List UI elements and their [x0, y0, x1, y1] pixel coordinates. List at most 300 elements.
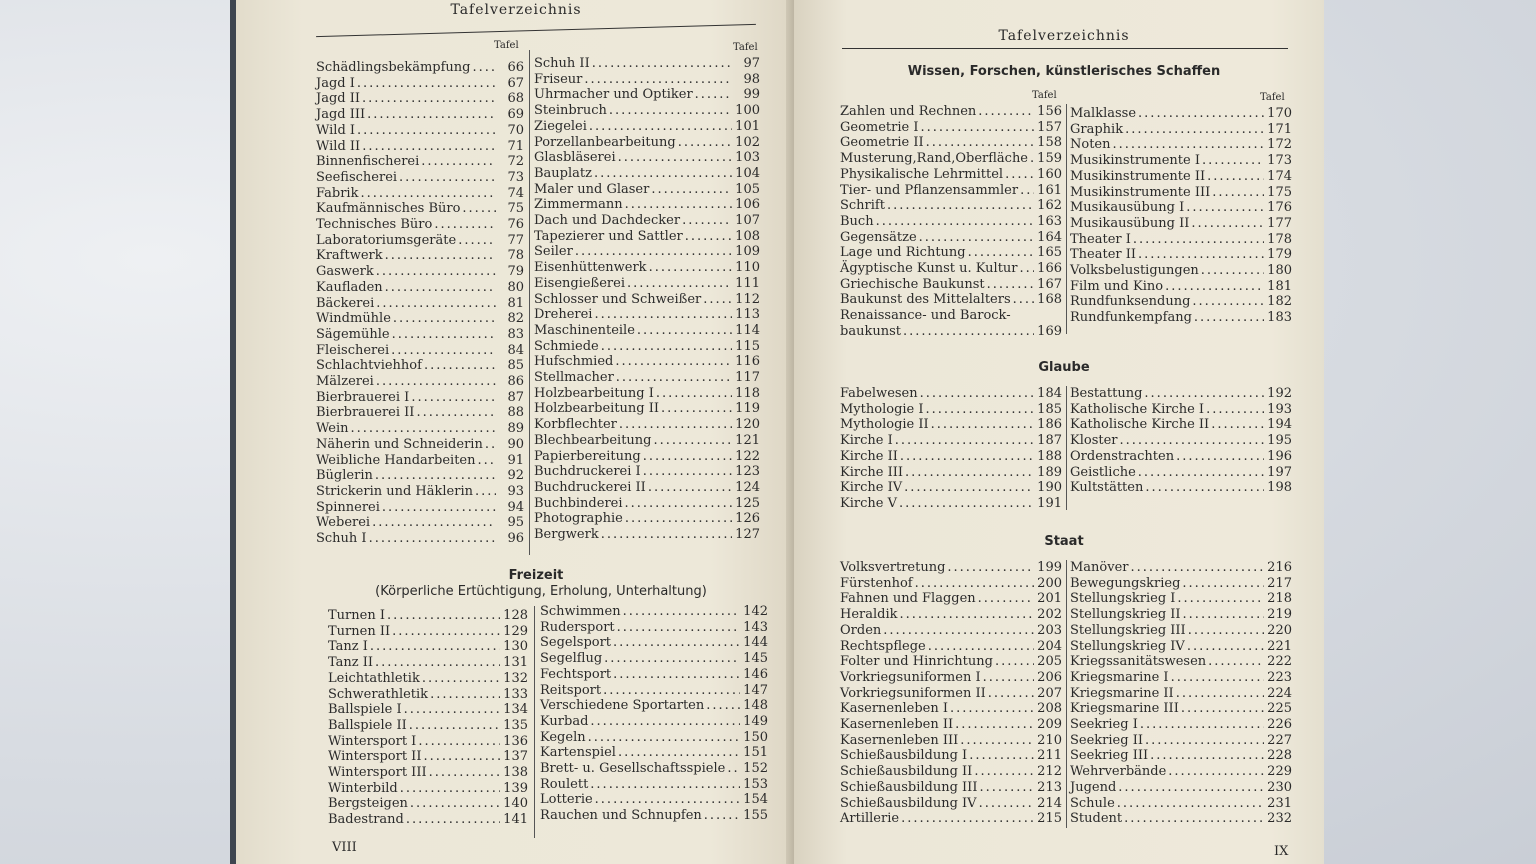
entry-plate-number: 198	[1267, 480, 1292, 496]
index-entry	[1070, 465, 1292, 481]
entry-plate-number: 178	[1267, 231, 1292, 247]
leader-dots	[876, 214, 1034, 230]
index-entry	[1070, 576, 1292, 592]
leader-dots	[616, 370, 732, 386]
entry-label: Vorkriegsuniformen II	[840, 685, 986, 701]
entry-plate-number: 153	[743, 776, 768, 792]
index-entry	[534, 527, 760, 543]
leader-dots	[995, 654, 1034, 670]
index-entry	[1070, 701, 1292, 717]
index-entry	[316, 201, 524, 217]
leader-dots	[1138, 465, 1264, 481]
entry-label: Mythologie I	[840, 401, 924, 417]
entry-label: Bewegungskrieg	[1070, 575, 1181, 591]
entry-plate-number: 172	[1267, 137, 1292, 153]
leader-dots	[360, 186, 496, 202]
index-entry	[540, 683, 768, 699]
entry-plate-number: 76	[507, 217, 524, 233]
index-entry	[534, 354, 760, 370]
leader-dots	[903, 324, 1034, 340]
entry-label: Reitsport	[540, 682, 602, 698]
leader-dots	[915, 576, 1034, 592]
index-entry	[540, 604, 768, 620]
index-entry	[540, 667, 768, 683]
entry-label: Kirche V	[840, 495, 897, 511]
entry-plate-number: 150	[743, 729, 768, 745]
index-entry	[534, 119, 760, 135]
entry-label: Weibliche Handarbeiten	[316, 452, 476, 468]
right-page	[794, 0, 1324, 864]
leader-dots	[920, 120, 1034, 136]
entry-plate-number: 197	[1267, 464, 1292, 480]
entry-plate-number: 141	[503, 812, 528, 828]
leader-dots	[357, 76, 496, 92]
entry-label: Schädlingsbekämpfung	[316, 60, 471, 75]
leader-dots	[682, 213, 732, 229]
index-entry	[534, 87, 760, 103]
index-entry	[840, 670, 1062, 686]
leader-dots	[375, 655, 500, 671]
entry-plate-number: 131	[503, 655, 528, 671]
leader-dots	[900, 449, 1034, 465]
entry-plate-number: 218	[1267, 591, 1292, 607]
entry-plate-number: 158	[1037, 135, 1062, 151]
entry-label: Segelflug	[540, 651, 603, 667]
index-entry	[316, 515, 524, 531]
leader-dots	[592, 56, 732, 72]
entry-plate-number: 129	[503, 623, 528, 639]
entry-plate-number: 79	[507, 264, 524, 280]
index-entry	[328, 608, 528, 624]
index-entry	[1070, 654, 1292, 670]
index-entry	[540, 745, 768, 761]
index-entry	[534, 433, 760, 449]
index-column-staat-1	[840, 560, 1062, 827]
entry-label: Vorkriegsuniformen I	[840, 669, 981, 685]
index-entry	[534, 244, 760, 260]
entry-plate-number: 229	[1267, 764, 1292, 780]
entry-label: Turnen I	[328, 608, 385, 623]
index-entry	[534, 150, 760, 166]
leader-dots	[928, 639, 1034, 655]
index-entry	[840, 717, 1062, 733]
leader-dots	[376, 264, 496, 280]
entry-plate-number: 83	[507, 326, 524, 342]
entry-label: Kasernenleben I	[840, 701, 948, 717]
entry-label: Tapezierer und Sattler	[534, 228, 683, 244]
index-entry	[328, 734, 528, 750]
entry-label: Fabelwesen	[840, 386, 918, 401]
entry-label: Kriegsmarine III	[1070, 701, 1179, 717]
index-column-staat-2	[1070, 560, 1292, 827]
index-entry	[840, 402, 1062, 418]
entry-label: Dreherei	[534, 307, 593, 323]
entry-plate-number: 231	[1267, 795, 1292, 811]
entry-label: Uhrmacher und Optiker	[534, 87, 693, 103]
entry-label: Buchdruckerei II	[534, 479, 646, 495]
entry-plate-number: 194	[1267, 417, 1292, 433]
leader-dots	[1188, 623, 1264, 639]
entry-plate-number: 123	[735, 464, 760, 480]
entry-label: Rauchen und Schnupfen	[540, 808, 702, 824]
leader-dots	[1212, 185, 1264, 201]
index-entry	[840, 417, 1062, 433]
entry-plate-number: 181	[1267, 278, 1292, 294]
leader-dots	[588, 730, 740, 746]
index-column-glaube-2	[1070, 386, 1292, 496]
leader-dots	[648, 480, 732, 496]
entry-label: Griechische Baukunst	[840, 276, 985, 292]
index-entry	[316, 343, 524, 359]
entry-plate-number: 220	[1267, 622, 1292, 638]
column-divider	[534, 606, 535, 838]
entry-plate-number: 155	[743, 808, 768, 824]
entry-plate-number: 211	[1037, 748, 1062, 764]
index-entry	[840, 701, 1062, 717]
index-entry	[316, 327, 524, 343]
entry-plate-number: 85	[507, 358, 524, 374]
leader-dots	[1186, 200, 1264, 216]
leader-dots	[404, 702, 500, 718]
leader-dots	[704, 808, 740, 824]
leader-dots	[649, 260, 732, 276]
entry-plate-number: 215	[1037, 811, 1062, 827]
index-entry	[1070, 480, 1292, 496]
entry-label: Schlosser und Schweißer	[534, 291, 702, 307]
entry-plate-number: 149	[743, 713, 768, 729]
index-entry	[534, 307, 760, 323]
entry-label: Buchdruckerei I	[534, 464, 641, 480]
index-entry	[840, 748, 1062, 764]
entry-plate-number: 124	[735, 479, 760, 495]
leader-dots	[575, 244, 732, 260]
column-divider	[1066, 104, 1067, 334]
entry-plate-number: 184	[1037, 386, 1062, 401]
entry-plate-number: 119	[735, 401, 760, 417]
leader-dots	[424, 358, 496, 374]
entry-label: Schwerathletik	[328, 686, 429, 702]
entry-plate-number: 122	[735, 448, 760, 464]
index-entry	[316, 484, 524, 500]
leader-dots	[601, 339, 732, 355]
leader-dots	[416, 405, 496, 421]
index-entry	[1070, 169, 1292, 185]
entry-plate-number: 205	[1037, 654, 1062, 670]
index-entry	[1070, 122, 1292, 138]
leader-dots	[703, 292, 732, 308]
index-entry	[316, 76, 524, 92]
leader-dots	[429, 765, 500, 781]
entry-label: Kasernenleben II	[840, 717, 954, 733]
entry-plate-number: 169	[1037, 323, 1062, 339]
index-entry	[840, 277, 1062, 293]
section-subtitle-freizeit: (Körperliche Ertüchtigung, Erholung, Unterhaltung)	[375, 584, 707, 599]
entry-plate-number: 89	[507, 421, 524, 437]
leader-dots	[926, 402, 1034, 418]
leader-dots	[475, 484, 496, 500]
header-rule-left	[316, 24, 756, 37]
entry-label: Ballspiele II	[328, 717, 407, 733]
leader-dots	[430, 687, 500, 703]
entry-plate-number: 128	[503, 608, 528, 623]
index-entry	[840, 733, 1062, 749]
entry-label: Lage und Richtung	[840, 245, 966, 261]
entry-plate-number: 98	[743, 71, 760, 87]
entry-plate-number: 175	[1267, 184, 1292, 200]
entry-label: Kriegsmarine I	[1070, 669, 1169, 685]
entry-label: Weberei	[316, 515, 371, 531]
leader-dots	[968, 245, 1034, 261]
entry-label: Ägyptische Kunst u. Kultur	[840, 261, 1018, 277]
leader-dots	[434, 217, 496, 233]
entry-label: Kaufmännisches Büro	[316, 201, 461, 217]
entry-label: Stellungskrieg IV	[1070, 638, 1185, 654]
index-entry	[540, 777, 768, 793]
entry-plate-number: 108	[735, 228, 760, 244]
leader-dots	[947, 560, 1034, 576]
entry-plate-number: 78	[507, 248, 524, 264]
index-entry	[316, 60, 524, 76]
entry-label: Büglerin	[316, 468, 373, 484]
entry-label: Stellmacher	[534, 370, 614, 386]
leader-dots	[609, 103, 732, 119]
entry-plate-number: 144	[743, 635, 768, 651]
leader-dots	[590, 714, 740, 730]
entry-label: Ordenstrachten	[1070, 448, 1175, 464]
leader-dots	[654, 433, 732, 449]
index-entry	[534, 213, 760, 229]
entry-label: Photographie	[534, 511, 623, 527]
entry-plate-number: 125	[735, 495, 760, 511]
leader-dots	[477, 453, 496, 469]
entry-plate-number: 164	[1037, 229, 1062, 245]
index-entry	[328, 671, 528, 687]
entry-plate-number: 115	[735, 338, 760, 354]
index-entry	[316, 233, 524, 249]
leader-dots	[399, 170, 496, 186]
entry-label: Badestrand	[328, 812, 404, 828]
entry-plate-number: 227	[1267, 732, 1292, 748]
entry-label: Ziegelei	[534, 118, 587, 134]
entry-label: Kasernenleben III	[840, 732, 959, 748]
index-entry	[840, 386, 1062, 402]
left-page	[236, 0, 794, 864]
index-entry	[840, 261, 1062, 277]
entry-label: Kirche II	[840, 448, 898, 464]
index-entry	[840, 135, 1062, 151]
entry-plate-number: 216	[1267, 560, 1292, 575]
index-entry	[316, 107, 524, 123]
entry-plate-number: 223	[1267, 669, 1292, 685]
leader-dots	[1131, 560, 1264, 576]
entry-label: Glasbläserei	[534, 150, 616, 166]
entry-label: Tier- und Pflanzensammler	[840, 182, 1019, 198]
leader-dots	[1176, 686, 1264, 702]
leader-dots	[1177, 591, 1264, 607]
entry-label: Tanz I	[328, 639, 368, 655]
index-entry	[1070, 796, 1292, 812]
leader-dots	[978, 591, 1034, 607]
entry-label: Fahnen und Flaggen	[840, 591, 976, 607]
leader-dots	[618, 150, 732, 166]
entry-label: Friseur	[534, 71, 583, 87]
entry-plate-number: 151	[743, 745, 768, 761]
entry-plate-number: 81	[507, 295, 524, 311]
entry-plate-number: 201	[1037, 591, 1062, 607]
leader-dots	[423, 749, 500, 765]
index-entry	[1070, 232, 1292, 248]
entry-label: Wein	[316, 421, 349, 437]
index-entry	[534, 276, 760, 292]
index-entry	[534, 386, 760, 402]
entry-plate-number: 103	[735, 150, 760, 166]
entry-plate-number: 102	[735, 134, 760, 150]
entry-label: Gaswerk	[316, 264, 374, 280]
index-entry	[840, 104, 1062, 120]
leader-dots	[883, 623, 1034, 639]
entry-label: Volksbelustigungen	[1070, 263, 1199, 279]
entry-label: Geometrie II	[840, 135, 924, 151]
entry-plate-number: 88	[507, 405, 524, 421]
index-entry	[1070, 294, 1292, 310]
entry-label: Wild II	[316, 138, 361, 154]
entry-label: baukunst	[840, 323, 901, 339]
entry-plate-number: 72	[507, 154, 524, 170]
entry-label: Film und Kino	[1070, 278, 1164, 294]
leader-dots	[393, 311, 496, 327]
index-entry	[316, 217, 524, 233]
entry-plate-number: 188	[1037, 448, 1062, 464]
index-entry	[1070, 153, 1292, 169]
tafel-label: Tafel	[494, 40, 519, 51]
entry-plate-number: 137	[503, 749, 528, 765]
index-entry	[840, 465, 1062, 481]
entry-plate-number: 68	[507, 91, 524, 107]
entry-label: Kurbad	[540, 713, 589, 729]
index-entry	[840, 245, 1062, 261]
index-entry	[540, 620, 768, 636]
leader-dots	[421, 154, 496, 170]
entry-label: Spinnerei	[316, 499, 380, 515]
entry-plate-number: 147	[743, 682, 768, 698]
index-entry	[840, 183, 1062, 199]
leader-dots	[895, 433, 1034, 449]
entry-plate-number: 228	[1267, 748, 1292, 764]
entry-plate-number: 173	[1267, 153, 1292, 169]
entry-plate-number: 71	[507, 138, 524, 154]
entry-plate-number: 126	[735, 511, 760, 527]
entry-label: Technisches Büro	[316, 217, 433, 233]
index-entry	[840, 639, 1062, 655]
entry-plate-number: 189	[1037, 464, 1062, 480]
entry-plate-number: 210	[1037, 732, 1062, 748]
entry-label: Hufschmied	[534, 354, 614, 370]
entry-plate-number: 113	[735, 307, 760, 323]
index-entry	[316, 170, 524, 186]
entry-label: Wintersport II	[328, 749, 422, 765]
entry-plate-number: 112	[735, 291, 760, 307]
entry-label: Artillerie	[840, 811, 900, 827]
leader-dots	[601, 527, 732, 543]
index-entry	[1070, 560, 1292, 576]
entry-plate-number: 70	[507, 122, 524, 138]
index-entry	[840, 480, 1062, 496]
entry-plate-number: 174	[1267, 168, 1292, 184]
index-entry	[534, 197, 760, 213]
leader-dots	[372, 515, 496, 531]
entry-label: Wintersport I	[328, 733, 417, 749]
index-entry	[1070, 780, 1292, 796]
leader-dots	[1144, 386, 1264, 402]
entry-label: Jagd III	[316, 107, 366, 123]
leader-dots	[1138, 247, 1264, 263]
index-entry	[316, 453, 524, 469]
entry-label: Folter und Hinrichtung	[840, 654, 993, 670]
leader-dots	[988, 686, 1034, 702]
leader-dots	[950, 701, 1034, 717]
entry-plate-number: 142	[743, 604, 768, 619]
leader-dots	[695, 87, 732, 103]
column-divider	[1066, 560, 1067, 828]
entry-plate-number: 132	[503, 670, 528, 686]
index-entry	[316, 531, 524, 547]
leader-dots	[625, 511, 732, 527]
entry-label: Kegeln	[540, 729, 586, 745]
leader-dots	[370, 639, 500, 655]
index-entry	[1070, 279, 1292, 295]
leader-dots	[979, 796, 1034, 812]
entry-plate-number: 203	[1037, 622, 1062, 638]
index-entry	[534, 417, 760, 433]
index-entry	[1070, 686, 1292, 702]
leader-dots	[411, 390, 496, 406]
index-column-wissen-2	[1070, 106, 1292, 326]
index-entry	[1070, 449, 1292, 465]
index-entry	[840, 686, 1062, 702]
index-column-wissen-1	[840, 104, 1062, 340]
leader-dots	[1187, 639, 1264, 655]
leader-dots	[410, 796, 500, 812]
leader-dots	[727, 761, 740, 777]
index-entry	[840, 308, 1062, 324]
leader-dots	[1117, 796, 1264, 812]
index-entry	[316, 468, 524, 484]
entry-plate-number: 134	[503, 702, 528, 718]
leader-dots	[376, 296, 496, 312]
entry-plate-number: 193	[1267, 401, 1292, 417]
entry-label: Zahlen und Rechnen	[840, 104, 977, 119]
entry-plate-number: 221	[1267, 638, 1292, 654]
entry-label: Stellungskrieg III	[1070, 622, 1186, 638]
leader-dots	[678, 135, 732, 151]
entry-label: Malklasse	[1070, 106, 1137, 121]
entry-plate-number: 195	[1267, 433, 1292, 449]
entry-label: Kirche IV	[840, 480, 903, 496]
entry-label: Bergsteigen	[328, 796, 408, 812]
entry-label: Schlachtviehhof	[316, 358, 422, 374]
entry-plate-number: 117	[735, 370, 760, 386]
entry-plate-number: 120	[735, 417, 760, 433]
index-entry	[540, 714, 768, 730]
entry-label: Leichtathletik	[328, 670, 420, 686]
leader-dots	[595, 792, 740, 808]
leader-dots	[926, 135, 1034, 151]
leader-dots	[1140, 717, 1264, 733]
entry-label: Rundfunksendung	[1070, 294, 1191, 310]
leader-dots	[613, 667, 740, 683]
entry-label: Maschinenteile	[534, 322, 635, 338]
index-entry	[1070, 764, 1292, 780]
